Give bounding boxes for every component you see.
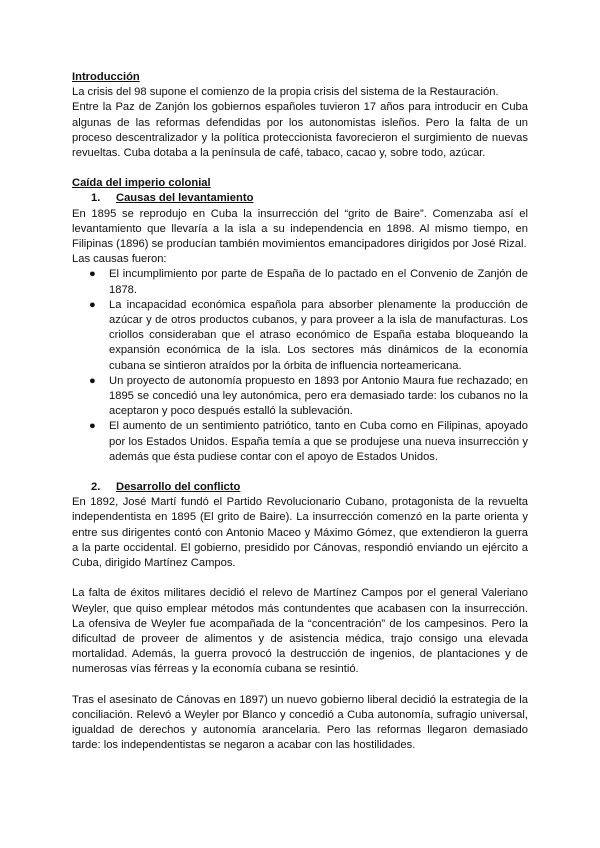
- fall-heading: Caída del imperio colonial: [72, 177, 211, 190]
- bullet-icon: ●: [89, 268, 96, 281]
- section-1-paragraph-1: En 1895 se reprodujo en Cuba la insurrección del “grito de Baire”. Comenzaba así el levantamiento que llevaría a la isla a su independencia en 1898. Al mismo tiempo, en Filipinas (1896) se producían también movimientos emancipadores dirigidos por José Rizal.: [72, 207, 528, 251]
- spacer: [72, 465, 528, 480]
- section-1-paragraph-2: Las causas fueron:: [72, 253, 167, 266]
- list-item-text: El aumento de un sentimiento patriótico, tanto en Cuba como en Filipinas, apoyado por los Estados Unidos. España temía a que se produjese una nueva insurrección y además que ésta pudiese contar con el apoyo de Estados Unidos.: [109, 420, 528, 463]
- section-2-paragraph-3: Tras el asesinato de Cánovas en 1897) un nuevo gobierno liberal decidió la estrategia de la conciliación. Relevó a Weyler por Blanco y concedió a Cuba autonomía, sufragio universal, igualdad de derechos y autonomía arancelaria. Pero las reformas llegaron demasiado tarde: los independentistas se negaron a acabar con las hostilidades.: [72, 693, 528, 752]
- list-item: [72, 419, 528, 465]
- bullet-icon: ●: [89, 298, 96, 311]
- section-2-number: 2.: [91, 481, 101, 494]
- section-1-title: Causas del levantamiento: [116, 192, 254, 205]
- section-2-title: Desarrollo del conflicto: [116, 481, 241, 494]
- spacer: [72, 678, 528, 693]
- section-2-paragraph-2: La falta de éxitos militares decidió el relevo de Martínez Campos por el general Valeriano Weyler, que quiso emplear métodos más contundentes que acabasen con la insurrección. La ofensiva de Weyler fue acompañada de la “concentración” de los campesinos. Pero la dificultad de proveer de alimentos y de asistencia médica, trajo consigo una elevada mortalidad. Además, la guerra provocó la destrucción de ingenios, de plantaciones y de numerosas vías férreas y la economía cubana se resintió.: [72, 587, 528, 676]
- intro-heading: Introducción: [72, 71, 140, 83]
- bullet-icon: ●: [89, 374, 96, 387]
- section-2-paragraph-1: En 1892, José Martí fundó el Partido Revolucionario Cubano, protagonista de la revuelta independentista en 1895 (El grito de Baire). La insurrección comenzó en la parte orienta y entre sus dirigentes contó con Antonio Maceo y Máximo Gómez, que extendieron la guerra a la parte occidental. El gobierno, presidido por Cánovas, respondió enviando un ejército a Cuba, dirigido Martínez Campos.: [72, 496, 528, 570]
- list-item-text: Un proyecto de autonomía propuesto en 1893 por Antonio Maura fue rechazado; en 1895 se concedió una ley autonómica, pero era demasiado tarde: los cubanos no la aceptaron y poco después estalló la sublevación.: [109, 374, 528, 418]
- causes-list: [72, 267, 528, 465]
- list-item: [72, 267, 528, 297]
- spacer: [72, 571, 528, 586]
- section-2-heading: [72, 480, 528, 495]
- list-item: [72, 298, 528, 374]
- intro-paragraph-1: La crisis del 98 supone el comienzo de la propia crisis del sistema de la Restauración.: [72, 86, 499, 99]
- list-item-text: El incumplimiento por parte de España de lo pactado en el Convenio de Zanjón de 1878.: [109, 268, 528, 296]
- section-1-number: 1.: [91, 192, 101, 205]
- bullet-icon: ●: [89, 420, 96, 433]
- list-item-text: La incapacidad económica española para absorber plenamente la producción de azúcar y de otros productos cubanos, y para proveer a la isla de manufacturas. Los criollos consideraban que el atraso económico de España estaba bloqueando la expansión económica de la isla. Los sectores más dinámicos de la economía cubana se sintieron atraídos por la órbita de influencia norteamericana.: [109, 298, 528, 372]
- spacer: [72, 161, 528, 176]
- section-1-heading: [72, 191, 528, 206]
- list-item: [72, 374, 528, 420]
- intro-paragraph-2: Entre la Paz de Zanjón los gobiernos españoles tuvieron 17 años para introducir en Cuba algunas de las reformas defendidas por los autonomistas isleños. Pero la falta de un proceso descentralizador y la política proteccionista favorecieron el surgimiento de nuevas revueltas. Cuba dotaba a la península de café, tabaco, cacao y, sobre todo, azúcar.: [72, 101, 528, 160]
